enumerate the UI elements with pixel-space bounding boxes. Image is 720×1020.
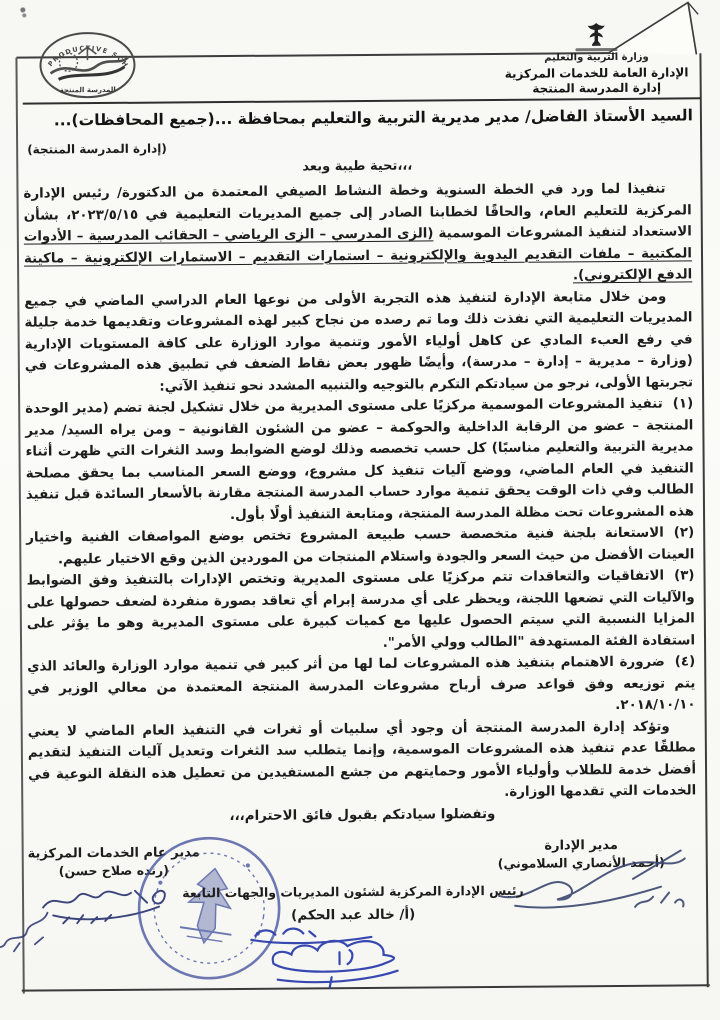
director-name: (أحمد الأنصاري السلاموني) [497, 854, 665, 871]
dept-line-1: الإدارة العامة للخدمات المركزية [504, 65, 689, 81]
dept-line-2: إدارة المدرسة المنتجة [532, 80, 662, 96]
recipient-title: السيد الأستاذ الفاضل/ مدير مديرية التربية والتعليم بمحافظة ...(جميع المحافظات)... [53, 106, 693, 130]
ministry-logo-script: وزارة التربية والتعليم [544, 51, 649, 64]
ministry-motto-smudge [575, 48, 617, 51]
gm-title: مدير عام الخدمات المركزية [27, 845, 200, 862]
svg-text:PRODUCTIVE SCHOOL [31, 20, 131, 71]
signature-row [29, 826, 698, 971]
list-item-1 [25, 393, 694, 527]
paragraph-3: وتؤكد إدارة المدرسة المنتجة أن وجود أي سلبيات أو ثغرات في التنفيذ العام الماضي لا يعني مطلقًا عدم تنفيذ هذه المشروعات الموسمية، وإنما يتطلب سد الثغرات وتعديل آليات التنفيذ لتقديم أفضل خدمة للطلاب وأولياء الأمور وحمايتهم من جشع المستفيدين من تعطيل هذه النقلة النوعية في الخدمات التي تقدمها الوزارة. [27, 719, 697, 800]
paragraph-1 [23, 178, 692, 291]
productive-school-logo [30, 20, 141, 105]
paragraph-1-lead: تنفيذا لما ورد في الخطة السنوية وخطة النشاط الصيفي المعتمدة من الدكتورة/ رئيس الإدارة المركزية للتعليم العام، والحاقًا لخطابنا الصادر إلى جميع المديريات التعليمية في ٢٠٢٣/٥/١٥، بشأن الاستعداد لتنفيذ المشروعات الموسمية [23, 181, 692, 242]
list-item-4 [27, 651, 695, 721]
list-item-2 [26, 522, 694, 570]
paragraph-2: ومن خلال متابعة الإدارة لتنفيذ هذه التجربة الأولى من نوعها العام الدراسي الماضي في جميع المديريات التعليمية التي نفذت ذلك وما تم رصده من نجاح كبير لهذه المشروعات وتقديمها خدمة جليلة في رفع العبء المادي عن كاهل أولياء الأمور وتنمية موارد الوزارة على كافة المستويات الإدارية (وزارة – مديرية – إدارة – مدرسة)، وأيضًا ظهور بعض نقاط الضعف في تطبيق هذه المشروعات في تجربتها الأولى، نرجو من سيادتكم التكرم بالتوجيه والتنبيه المشدد نحو تنفيذ الآتي: [24, 289, 694, 395]
item-1-number: (١) [672, 396, 694, 412]
paragraph-1-underlined: (الزى المدرسي – الزى الرياضي – الحقائب المدرسية – الأدوات المكتبية – ملفات التقديم اليدوية والإلكترونية – استمارات التقديم – الاستمارات الإلكترونية – ماكينة الدفع الإلكتروني). [23, 226, 693, 284]
school-logo-arc-text: PRODUCTIVE SCHOOL [30, 20, 131, 70]
item-4-number: (٤) [674, 654, 696, 670]
letter-body [23, 178, 697, 971]
ministry-header [486, 21, 707, 97]
item-3-text: الاتفاقيات والتعاقدات تتم مركزيًا على مستوى المديرية وتختص الإدارات بالتنفيذ وفق الضوابط والآليات التي تضعها اللجنة، ويحظر على أي مدرسة إبرام أي تعاقد بصورة منفردة لضعف حصولها على المزايا النسبية التي سيتم الحصول عليها مع كميات كبيرة على مستوى المديرية وهو ما يؤثر على استفادة الفئة المستهدفة "الطالب وولي الأمر". [26, 568, 696, 651]
school-logo-bottom-text: المدرسة المنتجة [59, 85, 116, 95]
footer-rule [22, 984, 710, 991]
gm-name: (رنده صلاح حسن) [58, 862, 169, 879]
dept-note: (إدارة المدرسة المنتجة) [27, 141, 167, 157]
item-2-number: (٢) [673, 525, 695, 541]
director-signature-block [484, 837, 679, 873]
egypt-eagle-icon [585, 22, 607, 46]
item-4-text: ضرورة الاهتمام بتنفيذ هذه المشروعات لما لها من أثر كبير في تنمية موارد الوزارة والعائد الذي يتم توزيعه وفق قواعد صرف أرباح مشروعات المدرسة المنتجة المعتمدة من معالي الوزير في ٢٠١٨/١٠/١٠. [27, 654, 696, 714]
central-head-signature-block [157, 882, 549, 926]
director-title: مدير الإدارة [544, 837, 618, 854]
item-3-number: (٣) [674, 568, 695, 584]
item-1-text: تنفيذ المشروعات الموسمية مركزيًا على مستوى المديرية من خلال تشكيل لجنة تضم (مدير الوحدة المنتجة – عضو من الرقابة الداخلية والحوكمة – عضو من الشئون القانونية – ومن يراه السيد/ مدير مديرية التربية والتعليم مناسبًا) كل حسب تخصصه وذلك لوضع الضوابط وسد الثغرات التي ظهرت أثناء التنفيذ في العام الماضي، ووضع آليات تنفيذ كل مشروع، ووضع السعر المناسب بما يحقق مصلحة الطالب وفي ذات الوقت يحقق تنمية موارد حساب المدرسة المنتجة مقارنة بالأسعار السائدة قبل تنفيذ هذه المشروعات تحت مظلة المدرسة المنتجة، ومتابعة التنفيذ أولًا بأول. [25, 396, 695, 523]
central-head-title: رئيس الإدارة المركزية لشئون المديريات والجهات التابعة [182, 882, 524, 901]
greeting-line: تحية طيبة وبعد،،، [302, 158, 413, 175]
closing-line: وتفضلوا سيادتكم بقبول فائق الاحترام،،، [229, 806, 496, 824]
ink-speck [20, 7, 27, 18]
central-head-name: (أ/ خالد عبد الحكم) [291, 906, 416, 924]
page-border-right [699, 53, 708, 987]
list-item-3 [26, 565, 695, 656]
item-2-text: الاستعانة بلجنة فنية متخصصة حسب طبيعة المشروع تختص بوضع المواصفات الفنية واختيار العينات الأفضل من حيث السعر والجودة واستلام المنتجات من الموردين الذين وقع الاختيار عليهم. [26, 525, 695, 567]
